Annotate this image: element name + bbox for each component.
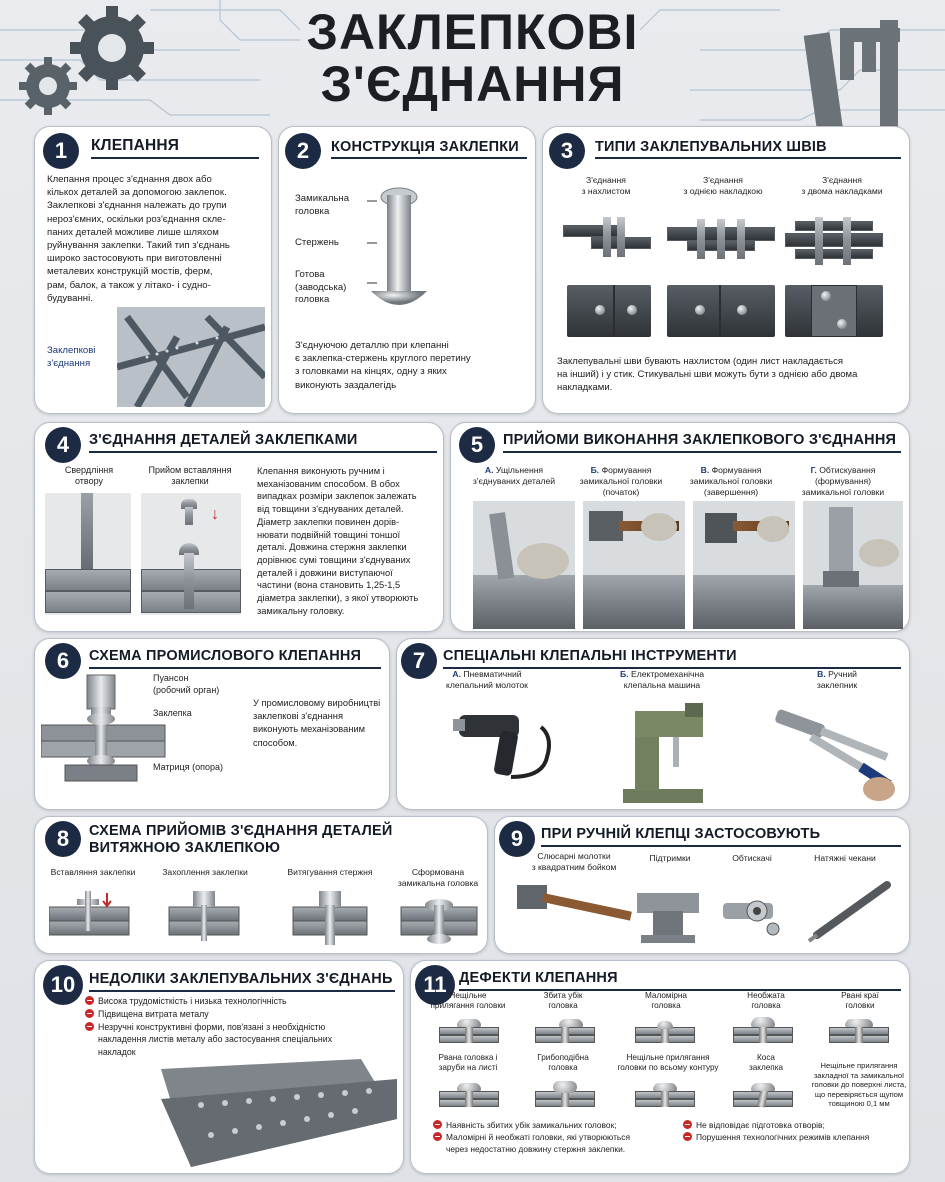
panel-title: СХЕМА ПРИЙОМІВ З'ЄДНАННЯ ДЕТАЛЕЙ ВИТЯЖНОЮ ЗАКЛЕПКОЮ bbox=[89, 823, 393, 856]
lap-joint-side-image bbox=[563, 217, 651, 267]
panel-riveting bbox=[34, 126, 272, 414]
drilling-image bbox=[45, 493, 131, 615]
defect-image bbox=[535, 1081, 595, 1111]
tool-hammer-label: Слюсарні молотки з квадратним бойком bbox=[531, 851, 617, 872]
list-item: Не відповідає підготовка отворів; bbox=[683, 1119, 869, 1131]
step-2 bbox=[169, 891, 239, 941]
caption-drilling: Свердління отвору bbox=[64, 465, 114, 486]
list-item: Підвищена витрата металу bbox=[85, 1008, 332, 1021]
defect-label: Коса заклепка bbox=[748, 1053, 784, 1072]
panel-blind-rivet-scheme bbox=[34, 816, 488, 954]
defect-label: Маломірна головка bbox=[645, 991, 687, 1010]
insertion-image bbox=[141, 493, 241, 615]
label-punch: Пуансон (робочий орган) bbox=[153, 673, 220, 695]
panel-joining-parts bbox=[34, 422, 444, 632]
page-title bbox=[0, 6, 945, 110]
defect-image bbox=[829, 1017, 889, 1047]
tool-pneumatic-label: А. Пневматичний клепальний молоток bbox=[446, 669, 528, 690]
caption-insertion: Прийом вставляння заклепки bbox=[148, 465, 232, 486]
panel-disadvantages bbox=[34, 960, 404, 1174]
defect-label: Нещільне прилягання головки bbox=[430, 991, 506, 1010]
panel-title: КОНСТРУКЦІЯ ЗАКЛЕПКИ bbox=[331, 139, 519, 155]
list-item: Порушення технологічних режимів клепання bbox=[683, 1131, 869, 1143]
minus-icon bbox=[85, 1022, 94, 1031]
panel-title: ПРИЙОМИ ВИКОНАННЯ ЗАКЛЕПКОВОГО З'ЄДНАННЯ bbox=[503, 432, 897, 448]
riveting-photos bbox=[473, 501, 903, 629]
tool-support-label: Підтримки bbox=[649, 853, 691, 863]
panel-number: 11 bbox=[415, 965, 455, 1005]
hammer-icon bbox=[517, 885, 632, 921]
panel-number: 5 bbox=[459, 427, 495, 463]
defect-label: Рвана головка і заруби на листі bbox=[438, 1053, 498, 1072]
panel-text: З'єднуючою деталлю при клепанні є заклепка-стержень круглого перетину з головками на кінцях, одну з яких виконують заздалегідь bbox=[295, 340, 471, 391]
panel-number: 4 bbox=[45, 427, 81, 463]
panel-riveting-defects bbox=[410, 960, 910, 1174]
seam-type-single-strap: З'єднання з однією накладкою bbox=[683, 175, 763, 196]
disadvantages-list: Висока трудомісткість і низька технологічність Підвищена витрата металу Незручні конструктивні форми, пов'язані з необхідністю накладення листів металу або застосування спеціальних накладок bbox=[85, 995, 332, 1059]
panel-title: СХЕМА ПРОМИСЛОВОГО КЛЕПАННЯ bbox=[89, 648, 362, 664]
step-formed-label: Сформована замикальна головка bbox=[397, 867, 479, 888]
panel-text: У промисловому виробництві заклепкові з'єднання виконують механізованим способом. bbox=[253, 698, 381, 748]
electromech-machine-image bbox=[613, 697, 713, 805]
panel-riveting-methods bbox=[450, 422, 910, 632]
minus-icon bbox=[85, 1009, 94, 1018]
defect-label: Рвані краї головки bbox=[841, 991, 879, 1010]
step-1 bbox=[49, 891, 129, 935]
panel-number: 7 bbox=[401, 643, 437, 679]
panel-number: 9 bbox=[499, 821, 535, 857]
defect-label: Необжата головка bbox=[747, 991, 785, 1010]
lap-joint-top-image bbox=[567, 285, 651, 337]
list-item: Маломірні й необжаті головки, які утворюються bbox=[433, 1131, 630, 1143]
defect-image bbox=[635, 1081, 695, 1111]
title-line-1: ЗАКЛЕПКОВІ bbox=[306, 4, 639, 60]
chisel-icon bbox=[809, 885, 887, 941]
panel-special-tools bbox=[396, 638, 910, 810]
label-rivet: Заклепка bbox=[153, 708, 192, 718]
photo-b bbox=[583, 501, 685, 629]
image-caption: Заклепкові з'єднання bbox=[47, 345, 96, 369]
panel-seam-types bbox=[542, 126, 910, 414]
list-item: Висока трудомісткість і низька технологічність bbox=[85, 995, 332, 1008]
defect-causes-left: Наявність збитих убік замикальних головок; Маломірні й необжаті головки, які утворюються через недостатню довжину стержня заклепки. bbox=[433, 1119, 630, 1155]
rivet-diagram bbox=[349, 183, 469, 313]
step-insert-label: Вставляння заклепки bbox=[50, 867, 136, 877]
seam-type-double-strap: З'єднання з двома накладками bbox=[801, 175, 883, 196]
label-factory-head: Готова (заводська) головка bbox=[295, 269, 347, 305]
defect-image bbox=[439, 1081, 499, 1111]
tool-electromech-label: Б. Електромеханічна клепальна машина bbox=[620, 669, 704, 690]
tool-manual-label: В. Ручний заклепник bbox=[816, 669, 858, 690]
side-note: Нещільне прилягання закладної та замикальної головки до поверхні листа, що перевіряється щупом товщиною 0,1 мм bbox=[811, 1061, 907, 1109]
support-icon bbox=[637, 893, 699, 943]
defect-image bbox=[733, 1017, 793, 1047]
step-4 bbox=[401, 899, 477, 944]
bridge-truss-image bbox=[117, 307, 265, 407]
double-strap-side-image bbox=[785, 217, 883, 267]
minus-icon bbox=[433, 1132, 442, 1141]
defect-image bbox=[733, 1081, 793, 1111]
panel-title: СПЕЦІАЛЬНІ КЛЕПАЛЬНІ ІНСТРУМЕНТИ bbox=[443, 648, 737, 664]
panel-manual-tools bbox=[494, 816, 910, 954]
double-strap-top-image bbox=[785, 285, 883, 337]
panel-number: 6 bbox=[45, 643, 81, 679]
step-compaction: А. Ущільнення з'єднуваних деталей bbox=[472, 465, 556, 486]
manual-tools-image bbox=[517, 879, 907, 945]
step-forming-end: В. Формування замикальної головки (завершення) bbox=[689, 465, 773, 497]
title-line-2: З'ЄДНАННЯ bbox=[320, 56, 625, 112]
single-strap-top-image bbox=[667, 285, 775, 337]
minus-icon bbox=[683, 1132, 692, 1141]
defect-image bbox=[535, 1017, 595, 1047]
tool-chisel-label: Натяжні чекани bbox=[814, 853, 876, 863]
blind-rivet-steps-image bbox=[49, 891, 479, 949]
seam-type-lap: З'єднання з нахлистом bbox=[581, 175, 631, 196]
step-crimping: Г. Обтискування (формування) замикальної головки bbox=[801, 465, 885, 497]
panel-title: КЛЕПАННЯ bbox=[91, 137, 180, 154]
label-shank: Стержень bbox=[295, 237, 339, 248]
minus-icon bbox=[433, 1120, 442, 1129]
label-die: Матриця (опора) bbox=[153, 762, 223, 772]
crimper-icon bbox=[723, 901, 779, 935]
photo-d bbox=[803, 501, 903, 629]
hand-rivet-gun-image bbox=[771, 697, 899, 805]
step-3 bbox=[293, 891, 367, 945]
panel-title: З'ЄДНАННЯ ДЕТАЛЕЙ ЗАКЛЕПКАМИ bbox=[89, 432, 358, 448]
list-item: Незручні конструктивні форми, пов'язані з необхідністю bbox=[85, 1021, 332, 1034]
minus-icon bbox=[683, 1120, 692, 1129]
panel-title: ДЕФЕКТИ КЛЕПАННЯ bbox=[459, 970, 618, 986]
panel-text: Заклепувальні шви бувають нахлистом (один лист накладається на інший) і у стик. Стикувальні шви можуть бути з однією або двома накладками. bbox=[557, 356, 858, 394]
panel-number: 8 bbox=[45, 821, 81, 857]
panel-title: ПРИ РУЧНІЙ КЛЕПЦІ ЗАСТОСОВУЮТЬ bbox=[541, 826, 821, 842]
defect-image bbox=[635, 1017, 695, 1047]
riveted-plates-image bbox=[161, 1059, 397, 1167]
minus-icon bbox=[85, 996, 94, 1005]
step-forming-start: Б. Формування замикальної головки (початок) bbox=[579, 465, 663, 497]
list-item: Наявність збитих убік замикальних головок; bbox=[433, 1119, 630, 1131]
arrow-down-icon: ↓ bbox=[211, 506, 219, 523]
photo-a bbox=[473, 501, 575, 629]
tool-crimper-label: Обтискачі bbox=[732, 853, 772, 863]
panel-number: 10 bbox=[43, 965, 83, 1005]
panel-industrial-riveting bbox=[34, 638, 390, 810]
panel-title: НЕДОЛІКИ ЗАКЛЕПУВАЛЬНИХ З'ЄДНАНЬ bbox=[89, 971, 393, 987]
step-grip-label: Захоплення заклепки bbox=[162, 867, 248, 877]
panel-text: Клепання процес з'єднання двох або кількох деталей за допомогою заклепок. Заклепкові з'єднання належать до групи нероз'ємних, оскільки роз'єднання скле- паних деталей можливе лише шляхом руйнування заклепки. Такий тип з'єднань широко застосовують при виготовленні металевих конструкцій мостів, ферм, рам, балок, а також у літако- і судно- будуванні. bbox=[47, 174, 230, 304]
defect-image bbox=[439, 1017, 499, 1047]
step-pull-label: Витягування стержня bbox=[287, 867, 373, 877]
defect-label: Грибоподібна головка bbox=[537, 1053, 589, 1072]
panel-number: 1 bbox=[43, 133, 79, 169]
panel-rivet-construction bbox=[278, 126, 536, 414]
defect-label: Збита убік головка bbox=[543, 991, 583, 1010]
defect-label: Нещільне прилягання головки по всьому контуру bbox=[617, 1053, 719, 1072]
pneumatic-hammer-image bbox=[453, 697, 563, 801]
panel-number: 2 bbox=[285, 133, 321, 169]
panel-number: 3 bbox=[549, 133, 585, 169]
single-strap-side-image bbox=[667, 217, 775, 267]
photo-c bbox=[693, 501, 795, 629]
label-closing-head: Замикальна головка bbox=[295, 193, 350, 217]
panel-title: ТИПИ ЗАКЛЕПУВАЛЬНИХ ШВІВ bbox=[595, 139, 827, 155]
defect-causes-right bbox=[683, 1119, 869, 1143]
panel-text: Клепання виконують ручним і механізованим способом. В обох випадках розміри заклепок залежать від товщини з'єднуваних деталей. Діаметр заклепки повинен дорів- нювати подвійній товщині тоншої деталі. Довжина стержня заклепки дорівнює сумі товщини з'єднуваних деталей і довжини виступаючої частини (вона становить 1,25-1,5 діаметра заклепки), з якої утворюють замикальну головку. bbox=[257, 466, 419, 616]
